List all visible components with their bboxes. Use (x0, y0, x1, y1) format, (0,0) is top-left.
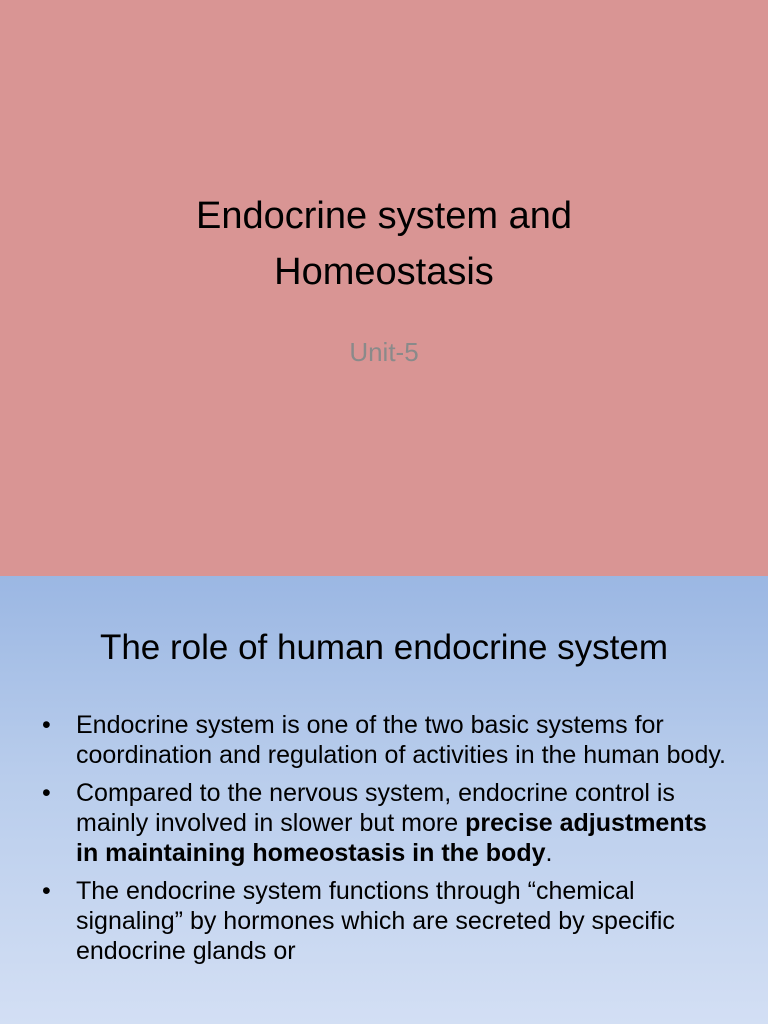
title-line-1: Endocrine system and (196, 195, 572, 237)
content-heading: The role of human endocrine system (99, 628, 669, 667)
bullet-item (0, 778, 768, 868)
bullet-text: Endocrine system is one of the two basic systems for coordination and regulation of activities in the human body. (76, 711, 726, 769)
content-slide (0, 576, 768, 1024)
bullet-list (0, 710, 768, 974)
slide-title (0, 188, 768, 300)
bullet-item (0, 876, 768, 966)
bullet-text: The endocrine system functions through “chemical signaling” by hormones which are secreted by specific endocrine glands or (76, 877, 675, 965)
bullet-item (0, 710, 768, 770)
bullet-text-end: . (545, 839, 553, 867)
bullet-text-bold: precise adjustments in maintaining homeostasis in the body (76, 809, 707, 867)
bullet-icon: • (42, 877, 51, 905)
bullet-text: Compared to the nervous system, endocrine control is mainly involved in slower but more (76, 779, 675, 837)
title-line-2: Homeostasis (274, 251, 494, 293)
bullet-icon: • (42, 711, 51, 739)
slide-subtitle: Unit-5 (349, 337, 419, 367)
bullet-icon: • (42, 779, 51, 807)
